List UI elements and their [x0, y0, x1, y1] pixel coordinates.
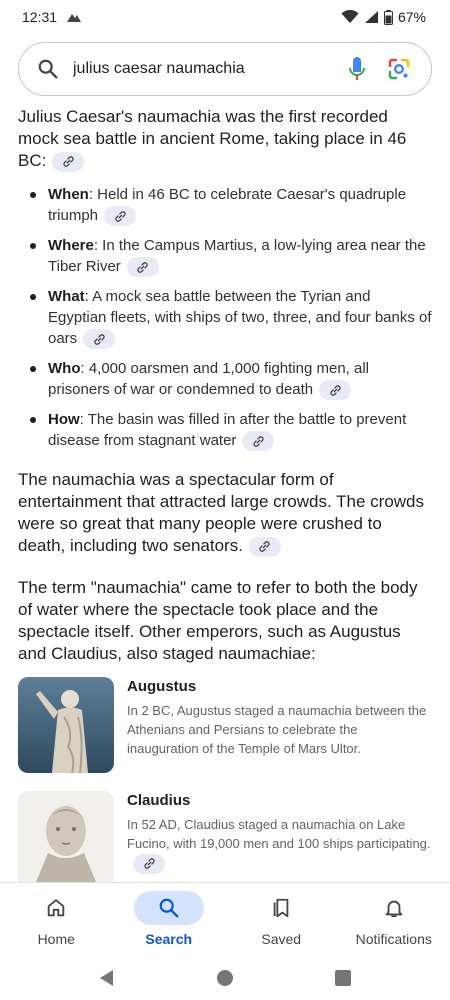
- augustus-thumbnail[interactable]: [18, 677, 114, 773]
- card-description: In 2 BC, Augustus staged a naumachia between the Athenians and Persians to celebrate the inauguration of the Temple of Mars Ultor.: [127, 703, 427, 757]
- app-notification-icon: [65, 10, 83, 24]
- crowds-text: The naumachia was a spectacular form of entertainment that attracted large crowds. The crowds were so great that many people were crushed to death, including two senators.: [18, 470, 424, 556]
- link-icon: [114, 210, 127, 223]
- source-link-chip[interactable]: [242, 431, 274, 451]
- status-left: [22, 9, 83, 25]
- bullet-label: What: [48, 288, 85, 306]
- card-body: [127, 791, 432, 882]
- home-circle-icon[interactable]: [216, 969, 234, 987]
- nav-label: Home: [37, 931, 75, 947]
- intro-text: Julius Caesar's naumachia was the first recorded mock sea battle in ancient Rome, taking place in 46 BC:: [18, 107, 407, 170]
- battery-icon: [384, 10, 393, 25]
- crowds-paragraph: [0, 469, 450, 557]
- bullet-label: Where: [48, 237, 94, 255]
- search-input[interactable]: [73, 60, 329, 78]
- recents-icon[interactable]: [334, 969, 352, 987]
- source-link-chip[interactable]: [127, 257, 159, 277]
- link-icon: [62, 155, 75, 168]
- search-bar[interactable]: [18, 42, 432, 96]
- list-item: [48, 286, 432, 349]
- source-link-chip[interactable]: [249, 537, 281, 557]
- bullet-text: : A mock sea battle between the Tyrian and Egyptian fleets, with ships of two, three, and four banks of oars: [48, 288, 432, 348]
- signal-icon: [364, 10, 379, 24]
- ai-overview-content[interactable]: [0, 104, 450, 882]
- bullet-label: When: [48, 186, 89, 203]
- augustus-statue-image: [18, 677, 114, 773]
- system-navigation-bar: [0, 956, 450, 1000]
- nav-icon-container: [134, 891, 204, 925]
- card-description-text: In 52 AD, Claudius staged a naumachia on Lake Fucino, with 19,000 men and 100 ships participating.: [127, 817, 431, 852]
- nav-icon-container: [21, 891, 91, 925]
- voice-search-button[interactable]: [343, 55, 371, 83]
- source-link-chip[interactable]: [83, 329, 115, 349]
- bookmarks-icon: [270, 897, 292, 919]
- claudius-bust-image: [18, 791, 114, 882]
- nav-home[interactable]: [0, 883, 113, 956]
- card-title[interactable]: Claudius: [127, 792, 191, 810]
- source-link-chip[interactable]: [52, 152, 84, 172]
- status-right: [341, 9, 426, 25]
- link-icon: [136, 261, 149, 274]
- nav-notifications[interactable]: [338, 883, 450, 956]
- bullet-label: How: [48, 411, 80, 429]
- claudius-thumbnail[interactable]: [18, 791, 114, 882]
- bullet-text: : In the Campus Martius, a low-lying area near the Tiber River: [48, 237, 426, 276]
- term-paragraph: The term "naumachia" came to refer to both the body of water where the spectacle took place and the spectacle itself. Other emperors, such as Augustus and Claudius, also staged naumachiae:: [18, 578, 418, 664]
- facts-list: [0, 184, 450, 451]
- bottom-navigation: [0, 882, 450, 956]
- microphone-icon: [347, 56, 367, 82]
- emperor-card-augustus[interactable]: [0, 677, 450, 773]
- bullet-text: : 4,000 oarsmen and 1,000 fighting men, all prisoners of war or condemned to death: [48, 360, 370, 399]
- list-item: [48, 409, 432, 451]
- bullet-label: Who: [48, 360, 81, 378]
- search-icon: [37, 58, 59, 80]
- link-icon: [143, 857, 156, 870]
- list-item: [48, 235, 432, 277]
- nav-label: Saved: [261, 931, 302, 947]
- bullet-text: : Held in 46 BC to celebrate Caesar's quadruple triumph: [48, 186, 407, 224]
- source-link-chip[interactable]: [319, 380, 351, 400]
- link-icon: [258, 540, 271, 553]
- link-icon: [93, 333, 106, 346]
- nav-search[interactable]: [113, 883, 226, 956]
- card-body: [127, 677, 432, 773]
- list-item: [48, 358, 432, 400]
- lens-search-button[interactable]: [385, 55, 413, 83]
- status-bar: [0, 0, 450, 34]
- back-icon[interactable]: [98, 969, 116, 987]
- bullet-text: : The basin was filled in after the battle to prevent disease from stagnant water: [48, 411, 407, 450]
- nav-label: Notifications: [355, 931, 432, 947]
- link-icon: [329, 384, 342, 397]
- camera-lens-icon: [387, 57, 411, 81]
- battery-percentage: 67%: [397, 9, 426, 25]
- card-description: [127, 815, 432, 874]
- link-icon: [252, 435, 265, 448]
- list-item: [48, 184, 432, 226]
- home-icon: [45, 897, 67, 919]
- search-icon: [158, 897, 180, 919]
- nav-icon-container: [246, 891, 316, 925]
- intro-paragraph: [0, 106, 450, 172]
- nav-saved[interactable]: [225, 883, 338, 956]
- card-title[interactable]: Augustus: [127, 678, 197, 696]
- emperor-card-claudius[interactable]: [0, 791, 450, 882]
- nav-icon-container: [359, 891, 429, 925]
- nav-label: Search: [145, 931, 193, 947]
- bell-icon: [383, 897, 405, 919]
- status-time: 12:31: [22, 9, 58, 25]
- source-link-chip[interactable]: [104, 206, 136, 226]
- source-link-chip[interactable]: [133, 854, 165, 874]
- wifi-icon: [341, 10, 359, 24]
